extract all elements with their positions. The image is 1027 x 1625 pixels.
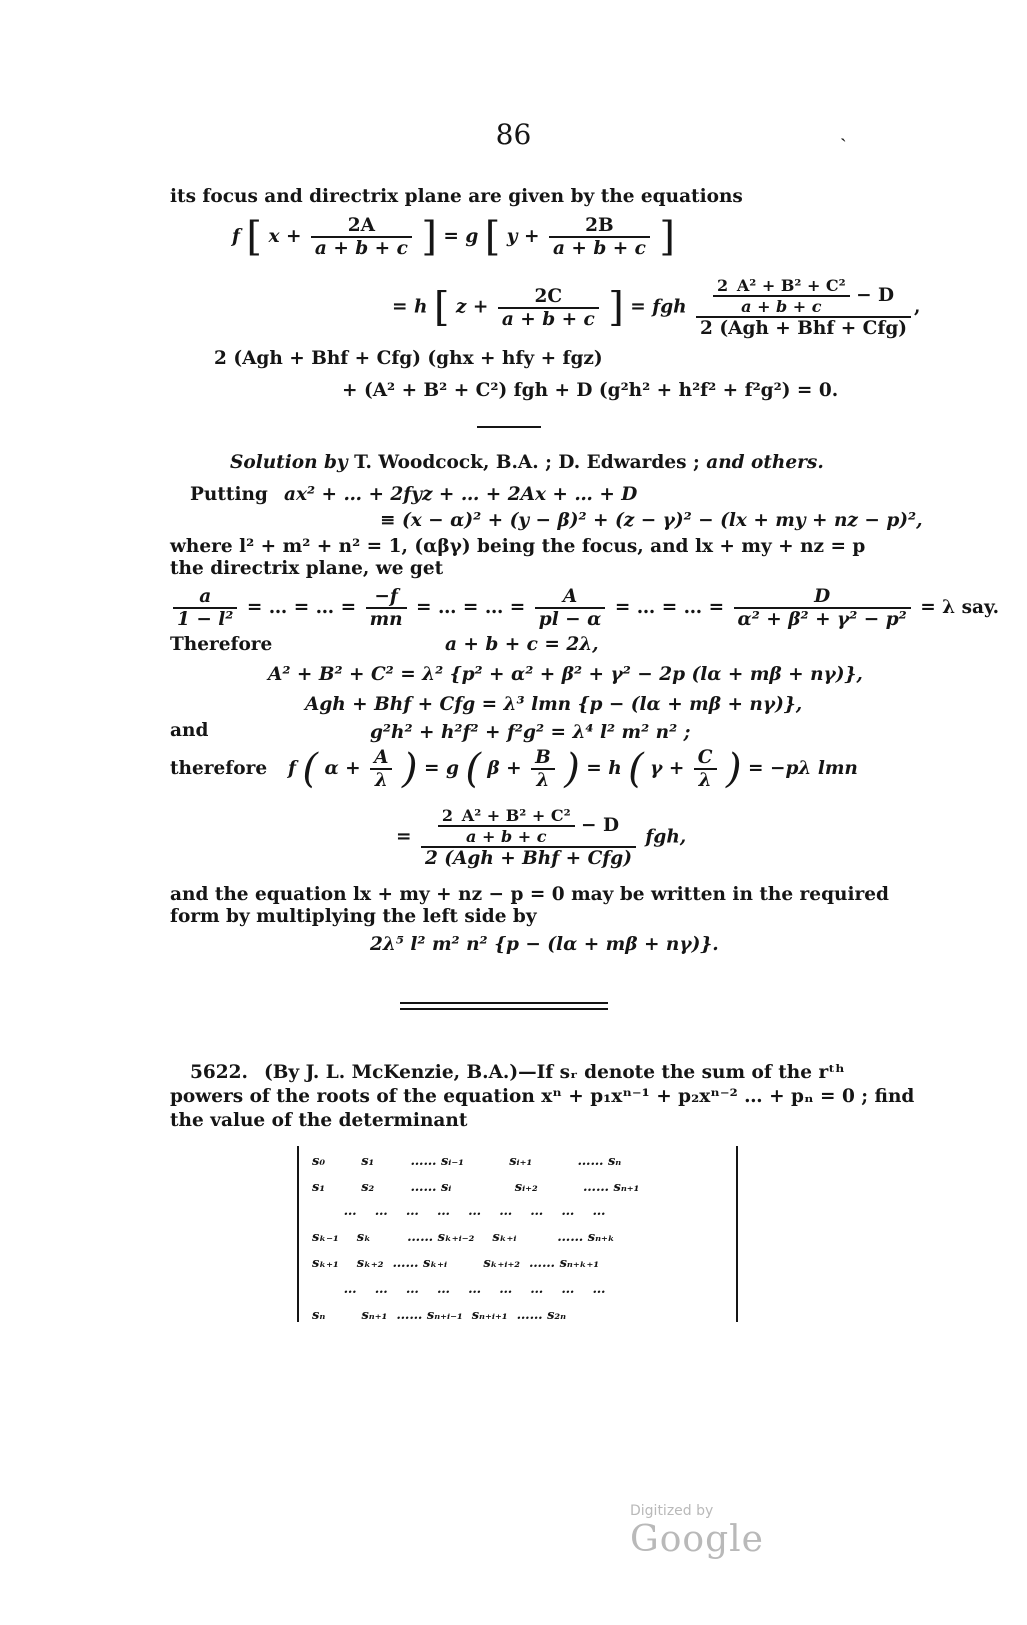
therefore-label: Therefore	[170, 634, 273, 655]
t2-fraction-c	[694, 747, 717, 791]
eq1-fraction-2	[549, 215, 650, 259]
and-label: and	[170, 720, 209, 741]
identity-expression: ≡ (x − α)² + (y − β)² + (z − γ)² − (lx + my + nz − p)²,	[380, 510, 923, 531]
problem-line-2: powers of the roots of the equation xⁿ + p₁xⁿ⁻¹ + p₂xⁿ⁻² … + pₙ = 0 ; find	[170, 1086, 915, 1107]
eq1-f: f	[232, 226, 240, 247]
bracket-open-icon: [	[433, 284, 450, 331]
t2-eq-h: = h	[586, 758, 622, 779]
t2-fc-den: λ	[694, 768, 717, 791]
eq1-y-plus: y +	[506, 226, 540, 247]
paren-open-icon: (	[302, 746, 319, 792]
ratio-f4-num: D	[814, 586, 831, 607]
directrix-line: the directrix plane, we get	[170, 558, 444, 579]
where-line: where l² + m² + n² = 1, (αβγ) being the focus, and lx + my + nz = p	[170, 536, 866, 557]
eq2-frac-den: a + b + c	[498, 307, 599, 330]
ratio-f1-num: a	[199, 586, 212, 607]
paren-open-icon: (	[628, 746, 644, 792]
final-inner-den: a + b + c	[438, 825, 575, 846]
eq2-eq-fgh: = fgh	[630, 296, 687, 318]
eq1-frac1-den: a + b + c	[311, 236, 412, 259]
putting-expression: ax² + … + 2fyz + … + 2Ax + … + D	[284, 484, 638, 505]
t2-fb-num: B	[535, 747, 551, 768]
determinant-row: sₙ sₙ₊₁ …… sₙ₊ᵢ₋₁ sₙ₊ᵢ₊₁ …… s₂ₙ	[312, 1308, 567, 1323]
g2h2-expression: g²h² + h²f² + f²g² = λ⁴ l² m² n² ;	[370, 722, 691, 743]
t2-fc-num: C	[697, 747, 713, 768]
solution-heading	[230, 452, 824, 473]
ratio-dots-2: = … = … =	[416, 597, 526, 618]
eq1-frac2-num: 2B	[585, 215, 614, 236]
ratio-say: = λ say.	[920, 597, 1000, 618]
ratio-f3-num: A	[562, 586, 578, 607]
digitized-by-google-watermark	[630, 1500, 850, 1560]
bracket-close-icon: ]	[659, 214, 675, 260]
final-big-fraction	[421, 806, 636, 869]
equation-text-line-1: and the equation lx + my + nz − p = 0 may be written in the required	[170, 884, 889, 905]
determinant-row: sₖ₋₁ sₖ …… sₖ₊ᵢ₋₂ sₖ₊ᵢ …… sₙ₊ₖ	[312, 1230, 615, 1245]
eq1-frac1-num: 2A	[347, 215, 376, 236]
final-inner-fraction	[438, 806, 575, 846]
ratio-f2-den: mn	[366, 607, 407, 630]
eq2-inner-den: a + b + c	[713, 295, 850, 316]
bracket-close-icon: ]	[608, 284, 624, 331]
bracket-open-icon: [	[484, 214, 501, 260]
bracket-close-icon: ]	[421, 214, 437, 260]
eq1-fraction-1	[311, 215, 412, 259]
eq2-z-plus: z +	[455, 296, 489, 318]
t2-beta-plus: β +	[487, 758, 522, 779]
multiplier-expression: 2λ⁵ l² m² n² {p − (lα + mβ + nγ)}.	[370, 934, 719, 955]
ratio-fraction-1	[173, 586, 237, 630]
paren-open-icon: (	[465, 746, 481, 792]
intro-line: its focus and directrix plane are given by the equations	[170, 186, 743, 207]
ratio-fraction-4	[734, 586, 911, 630]
ratio-fraction-2	[366, 586, 407, 630]
eq2-big-fraction	[696, 276, 911, 339]
problem-line-3: the value of the determinant	[170, 1110, 468, 1131]
watermark-small-text: Digitized by	[630, 1503, 714, 1519]
paren-close-icon: )	[564, 746, 580, 792]
final-eq: =	[396, 826, 412, 848]
putting-label: Putting	[190, 484, 268, 505]
determinant-row: sₖ₊₁ sₖ₊₂ …… sₖ₊ᵢ sₖ₊ᵢ₊₂ …… sₙ₊ₖ₊₁	[312, 1256, 600, 1271]
final-big-den: 2 (Agh + Bhf + Cfg)	[421, 846, 636, 869]
final-fraction-line	[396, 806, 686, 869]
short-rule	[477, 426, 541, 428]
equation-text-line-2: form by multiplying the left side by	[170, 906, 537, 927]
eq2-inner-fraction	[713, 276, 850, 316]
t2-tail: = −pλ lmn	[748, 758, 858, 779]
double-rule-bottom	[400, 1008, 608, 1010]
ratio-f3-den: pl − α	[535, 607, 606, 630]
determinant-right-bar	[736, 1146, 738, 1322]
equation-2	[392, 276, 921, 339]
agh-expression: Agh + Bhf + Cfg = λ³ lmn {p − (lα + mβ + nγ)},	[305, 694, 803, 715]
determinant-left-bar	[297, 1146, 299, 1322]
problem-line-1: (By J. L. McKenzie, B.A.)—If sᵣ denote the sum of the rᵗʰ	[264, 1062, 845, 1083]
problem-number: 5622.	[190, 1062, 248, 1083]
eq2-big-den: 2 (Agh + Bhf + Cfg)	[696, 316, 911, 339]
eq2-fraction	[498, 286, 599, 330]
t2-fa-num: A	[374, 747, 389, 768]
equation-3-line-2: + (A² + B² + C²) fgh + D (g²h² + h²f² + f²g²) = 0.	[342, 380, 839, 401]
t2-gamma-plus: γ +	[650, 758, 685, 779]
equation-3-line-1: 2 (Agh + Bhf + Cfg) (ghx + hfy + fgz)	[214, 348, 603, 369]
t2-alpha-plus: α +	[324, 758, 361, 779]
corner-mark: ˎ	[840, 118, 847, 142]
eq2-eq-h: = h	[392, 296, 428, 318]
eq2-frac-num: 2C	[534, 285, 563, 307]
solution-authors: T. Woodcock, B.A. ; D. Edwardes ;	[354, 452, 700, 473]
ratio-dots-1: = … = … =	[246, 597, 357, 618]
eq2-inner-num: 2 A² + B² + C²	[716, 276, 846, 295]
ratio-fraction-3	[535, 586, 606, 630]
final-tail: fgh,	[645, 826, 687, 848]
determinant-row: s₀ s₁ …… sᵢ₋₁ sᵢ₊₁ …… sₙ	[312, 1154, 622, 1169]
determinant-row: s₁ s₂ …… sᵢ sᵢ₊₂ …… sₙ₊₁	[312, 1180, 640, 1195]
ratio-f4-den: α² + β² + γ² − p²	[734, 607, 911, 630]
squares-sum-expression: A² + B² + C² = λ² {p² + α² + β² + γ² − 2p (lα + mβ + nγ)},	[268, 664, 863, 685]
therefore-expression: a + b + c = 2λ,	[445, 634, 599, 655]
final-minus-d: − D	[574, 815, 620, 836]
double-rule-top	[400, 1002, 608, 1004]
t2-fa-den: λ	[370, 768, 392, 791]
eq1-eq-g: = g	[443, 226, 479, 247]
eq2-comma: ,	[914, 296, 921, 318]
determinant-row: … … … … … … … … …	[312, 1282, 606, 1297]
bracket-open-icon: [	[246, 214, 263, 260]
solution-suffix: and others.	[706, 452, 824, 473]
solution-prefix: Solution by	[230, 452, 348, 473]
eq2-big-num	[696, 276, 911, 316]
google-logo: Google	[630, 1519, 764, 1560]
t2-fb-den: λ	[531, 768, 555, 791]
final-big-num	[421, 806, 636, 846]
page-number: 86	[495, 118, 532, 151]
t2-fraction-b	[531, 747, 555, 791]
paren-close-icon: )	[401, 746, 418, 792]
therefore-2-label: therefore	[170, 758, 268, 779]
eq1-frac2-den: a + b + c	[549, 236, 650, 259]
paren-close-icon: )	[725, 746, 742, 792]
ratio-f2-num: −f	[374, 586, 398, 607]
t2-fraction-a	[370, 747, 392, 791]
therefore-2-expression	[288, 746, 858, 792]
final-inner-num: 2 A² + B² + C²	[441, 806, 571, 825]
ratio-line	[170, 586, 999, 630]
eq1-x-plus: x +	[268, 226, 302, 247]
ratio-dots-3: = … = … =	[614, 597, 725, 618]
eq2-minus-d: − D	[849, 285, 895, 306]
t2-eq-g: = g	[424, 758, 459, 779]
t2-f: f	[288, 758, 296, 779]
determinant-row: … … … … … … … … …	[312, 1204, 606, 1219]
ratio-f1-den: 1 − l²	[173, 607, 237, 630]
equation-1	[232, 214, 675, 260]
